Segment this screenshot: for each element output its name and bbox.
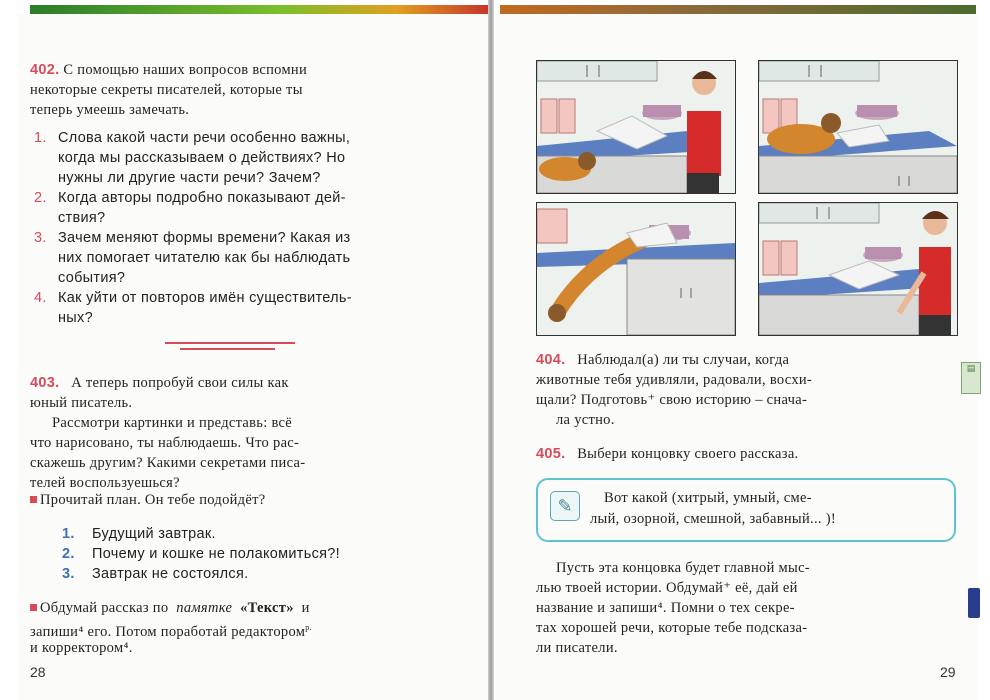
boy-at-table-illustration	[758, 202, 958, 336]
ex403-final-line1: Обдумай рассказ по памятке «Текст» и	[30, 598, 310, 618]
ex405-after-line4: тах хорошей речи, которые тебе подсказа-	[536, 620, 808, 636]
ex402-intro-line2: некоторые секреты писателей, которые ты	[30, 82, 303, 98]
ex402-q2-line1: Когда авторы подробно показывают дей-	[58, 190, 346, 206]
ex403-plan-intro: Прочитай план. Он тебе подойдёт?	[30, 490, 265, 510]
plan-item-3-number: 3.	[62, 566, 75, 582]
cat-jumping-illustration	[536, 202, 736, 336]
ex402-q1-line3: нужны ли другие части речи? Зачем?	[58, 170, 321, 186]
side-tab-marker: ▤	[961, 362, 981, 394]
ex402-q3-line1: Зачем меняют формы времени? Какая из	[58, 230, 351, 246]
book-spine	[488, 0, 494, 700]
plan-item-2-number: 2.	[62, 546, 75, 562]
ex403-line6: телей воспользуешься?	[30, 475, 180, 491]
ex403-line5: скажешь другим? Какими секретами писа-	[30, 455, 306, 471]
plan-item-1: Будущий завтрак.	[92, 526, 216, 542]
top-color-bar-right	[500, 5, 976, 14]
pencil-icon: ✎	[550, 491, 580, 521]
ex404-line2: животные тебя удивляли, радовали, восхи-	[536, 372, 813, 388]
ex403-line2: юный писатель.	[30, 395, 133, 411]
ex404-number: 404.	[536, 352, 566, 368]
ex402-q3-line3: события?	[58, 270, 126, 286]
ex402-q1-number: 1.	[34, 130, 47, 146]
ex405-after-line3: название и запиши⁴. Помни о тех секре-	[536, 600, 795, 616]
ex402-number: 402.	[30, 62, 60, 78]
ex403-final-line3: и корректором⁴.	[30, 640, 133, 656]
ex403-line1: 403. А теперь попробуй свои силы как	[30, 375, 289, 391]
ex403-number: 403.	[30, 375, 60, 391]
bullet-square-icon	[30, 496, 37, 503]
section-divider-short	[180, 348, 275, 350]
ex404-line1: 404. Наблюдал(а) ли ты случаи, когда	[536, 352, 790, 368]
ex402-q1-line2: когда мы рассказываем о действиях? Но	[58, 150, 346, 166]
page-number-left: 28	[30, 664, 46, 680]
ex402-q2-number: 2.	[34, 190, 47, 206]
ex402-q3-line2: них помогает читателю как бы наблюдать	[58, 250, 351, 266]
ex402-q3-number: 3.	[34, 230, 47, 246]
ex405-number: 405.	[536, 446, 566, 462]
ex405-after-line5: ли писатели.	[536, 640, 618, 656]
plan-item-2: Почему и кошке не полакомиться?!	[92, 546, 340, 562]
ex402-q4-number: 4.	[34, 290, 47, 306]
ex402-q4-line2: ных?	[58, 310, 93, 326]
plan-item-3: Завтрак не состоялся.	[92, 566, 249, 582]
ex404-line4: ла устно.	[556, 412, 615, 428]
ex405-after-line1: Пусть эта концовка будет главной мыс-	[556, 560, 810, 576]
ex402-q1-line1: Слова какой части речи особенно важны,	[58, 130, 351, 146]
ex402-intro-line1: 402. С помощью наших вопросов вспомни	[30, 62, 308, 78]
ex403-final-line2: запиши⁴ его. Потом поработай редактором$^{р.}$	[30, 623, 312, 640]
edge-marker	[968, 588, 980, 618]
section-divider	[165, 342, 295, 344]
cat-boy-illustration	[536, 60, 736, 194]
ex402-intro-line3: теперь умеешь замечать.	[30, 102, 190, 118]
ex403-line3: Рассмотри картинки и представь: всё	[52, 415, 293, 431]
ex403-line4: что нарисовано, ты наблюдаешь. Что рас-	[30, 435, 300, 451]
ex402-q4-line1: Как уйти от повторов имён существитель-	[58, 290, 352, 306]
ending-box-line1: Вот какой (хитрый, умный, сме-	[604, 490, 812, 506]
cat-on-table-illustration	[758, 60, 958, 194]
ex402-q2-line2: ствия?	[58, 210, 106, 226]
ex404-line3: щали? Подготовь⁺ свою историю – снача-	[536, 392, 808, 408]
top-color-bar-left	[30, 5, 488, 14]
bullet-square-icon	[30, 604, 37, 611]
page-number-right: 29	[940, 664, 956, 680]
ex405-line: 405. Выбери концовку своего рассказа.	[536, 446, 799, 462]
plan-item-1-number: 1.	[62, 526, 75, 542]
ex405-after-line2: лью твоей истории. Обдумай⁺ её, дай ей	[536, 580, 798, 596]
ending-box-line2: лый, озорной, смешной, забавный... )!	[590, 511, 836, 527]
